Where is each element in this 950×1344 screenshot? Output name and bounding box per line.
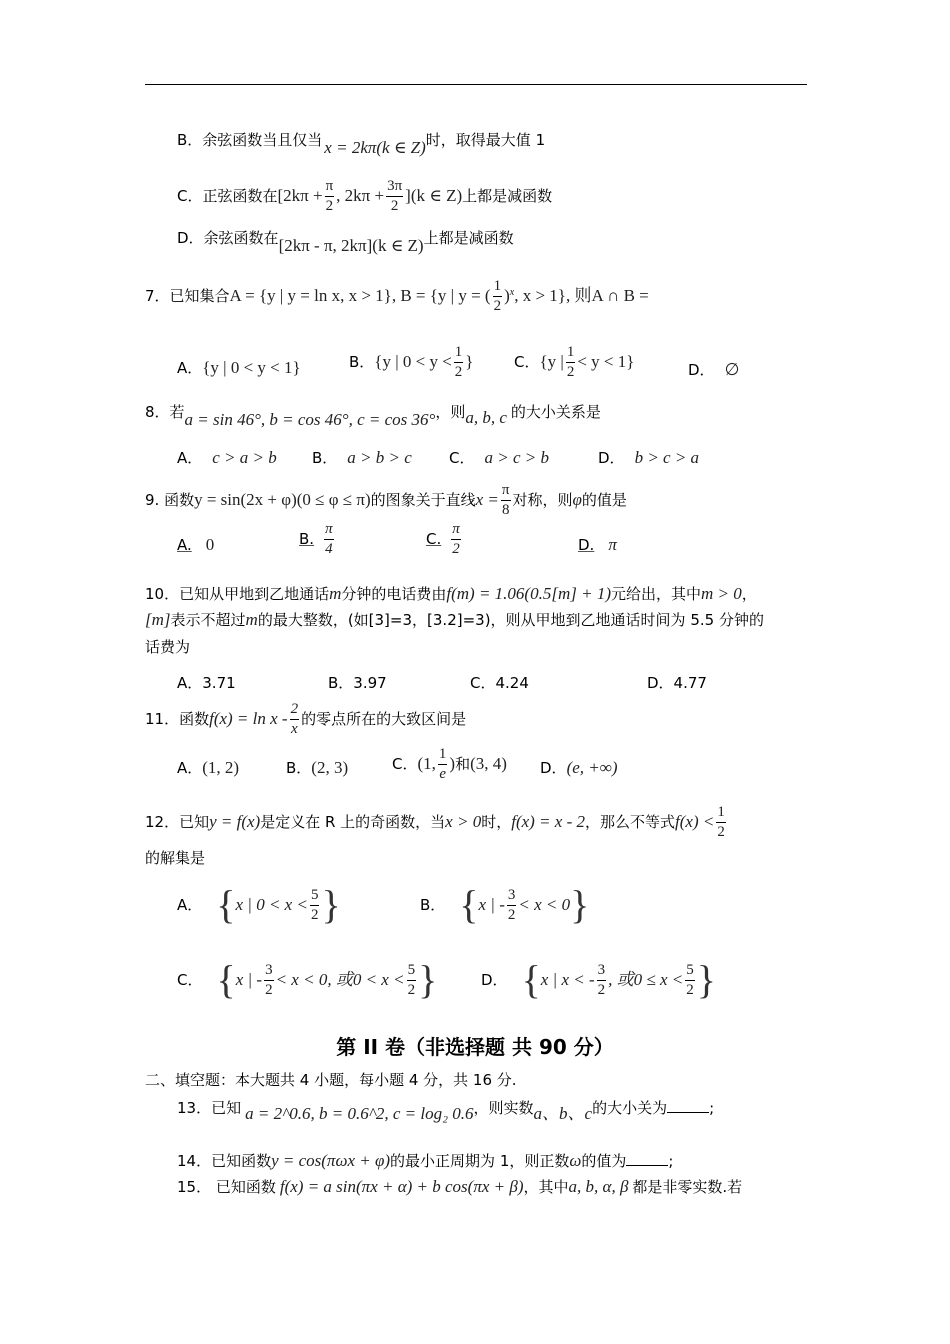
question-12-line-1: 12．已知y = f(x)是定义在 R 上的奇函数，当x > 0时，f(x) = x - 2，那么不等式f(x) < $\frac{1}{2}$ xyxy=(145,804,725,840)
q12-option-a: A． {x | 0 < x < $\frac{5}{2}$ } xyxy=(177,882,341,927)
question-11: 11．函数f(x) = ln x - $\frac{2}{x}$ 的零点所在的大致区间是 xyxy=(145,701,467,737)
q9-option-c: C. $\frac{\pi}{2}$ xyxy=(426,521,460,557)
q11-option-b: B．(2, 3) xyxy=(286,758,349,777)
question-10-line-3: 话费为 xyxy=(145,638,191,656)
q12-option-d: D． {x | x < - $\frac{3}{2}$ , 或0 ≤ x < $\frac{5}{2}$ } xyxy=(481,957,716,1002)
question-14: 14．已知函数y = cos(πωx + φ)的最小正周期为 1，则正数ω的值为 ; xyxy=(177,1151,674,1170)
q8-option-d: D． b > c > a xyxy=(598,448,700,467)
section-2-intro: 二、填空题：本大题共 4 小题，每小题 4 分，共 16 分. xyxy=(145,1071,517,1089)
q8-option-c: C． a > c > b xyxy=(449,448,549,467)
question-15: 15． 已知函数 f(x) = a sin(πx + α) + b cos(πx + β)，其中a, b, α, β 都是非零实数.若 xyxy=(177,1177,743,1196)
q6-option-b: B．余弦函数当且仅当 x = 2kπ(k ∈ Z)时，取得最大值 1 xyxy=(177,131,546,157)
q10-option-d: D．4.77 xyxy=(647,674,707,692)
q7-option-a: A．{y | 0 < y < 1} xyxy=(177,358,301,377)
q7-option-b: B．{y | 0 < y < $\frac{1}{2}$ } xyxy=(349,344,474,380)
q8-option-b: B． a > b > c xyxy=(312,448,412,467)
section-2-title: 第 II 卷（非选择题 共 90 分） xyxy=(336,1035,614,1059)
header-rule xyxy=(145,84,807,85)
answer-blank-14[interactable] xyxy=(626,1151,668,1166)
question-13: 13．已知 a = 2^0.6, b = 0.6^2, c = log₂ 0.6，则实数a、b、c的大小关为 ; xyxy=(177,1099,715,1123)
question-10-line-1: 10．已知从甲地到乙地通话m分钟的电话费由f(m) = 1.06(0.5[m] + 1)元给出，其中m > 0， xyxy=(145,584,757,603)
q12-option-c: C． {x | - $\frac{3}{2}$ < x < 0, 或0 < x < $\frac{5}{2}$ } xyxy=(177,957,438,1002)
question-10-line-2: [m]表示不超过m的最大整数，(如[3]=3，[3.2]=3)，则从甲地到乙地通话时间为 5.5 分钟的 xyxy=(145,610,764,629)
q12-option-b: B． {x | - $\frac{3}{2}$ < x < 0} xyxy=(420,882,590,927)
q10-option-b: B．3.97 xyxy=(328,674,387,692)
q10-option-c: C．4.24 xyxy=(470,674,529,692)
q6-option-c: C．正弦函数在[2kπ + $\frac{\pi}{2}$ , 2kπ + $\frac{3\pi}{2}$ ](k ∈ Z)上都是减函数 xyxy=(177,178,553,214)
q10-option-a: A．3.71 xyxy=(177,674,236,692)
question-9: 9. 函数y = sin(2x + φ)(0 ≤ φ ≤ π)的图象关于直线x = $\frac{\pi}{8}$ 对称，则φ的值是 xyxy=(145,482,627,518)
question-8: 8．若a = sin 46°, b = cos 46°, c = cos 36°，则a, b, c 的大小关系是 xyxy=(145,403,601,429)
q7-option-c: C．{y | $\frac{1}{2}$ < y < 1} xyxy=(514,344,635,380)
q9-option-d: D. π xyxy=(578,535,617,554)
q9-option-b: B. $\frac{\pi}{4}$ xyxy=(299,521,333,557)
q11-option-c: C．(1, $\frac{1}{e}$ )和(3, 4) xyxy=(392,746,507,782)
question-12-line-2: 的解集是 xyxy=(145,849,206,867)
question-7: 7．已知集合A = {y | y = ln x, x > 1}, B = {y | y = ( $\frac{1}{2}$ )$^x$, x > 1}, 则A ∩ B = xyxy=(145,278,649,314)
q7-option-d: D． ∅ xyxy=(688,360,740,379)
q6-option-d: D．余弦函数在[2kπ - π, 2kπ](k ∈ Z)上都是减函数 xyxy=(177,229,514,255)
answer-blank-13[interactable] xyxy=(667,1098,709,1113)
q11-option-d: D．(e, +∞) xyxy=(540,758,618,777)
q11-option-a: A．(1, 2) xyxy=(177,758,240,777)
q9-option-a: A. 0 xyxy=(177,535,215,554)
q8-option-a: A． c > a > b xyxy=(177,448,277,467)
